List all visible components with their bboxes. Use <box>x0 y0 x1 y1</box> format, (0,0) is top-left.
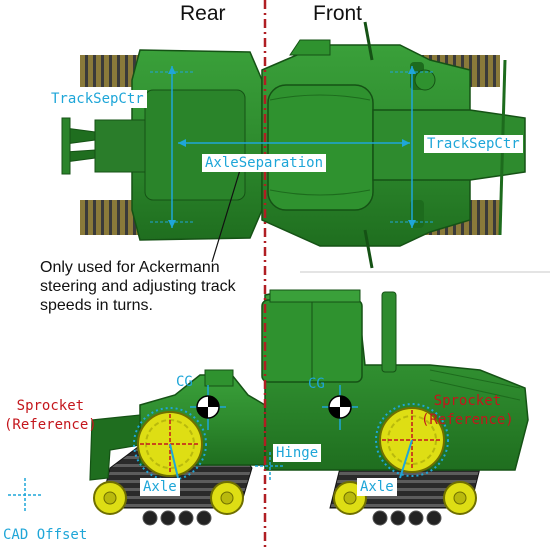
axle-front-label: Axle <box>357 478 397 496</box>
sprocket-front-label-line1: Sprocket <box>433 393 502 409</box>
sprocket-rear-label-line1: Sprocket <box>16 398 85 414</box>
hinge-label: Hinge <box>273 444 321 462</box>
rear-hitch <box>95 120 145 172</box>
sprocket-rear-label-line2: (Reference) <box>4 417 97 433</box>
bogie-wheels-front <box>373 511 441 525</box>
front-heading: Front <box>313 2 363 25</box>
exhaust-stack <box>382 292 396 372</box>
cg-front-label: CG <box>308 376 325 392</box>
bogie-wheels-rear <box>143 511 211 525</box>
axle-separation-label: AxleSeparation <box>202 154 326 172</box>
cab-roof <box>268 85 373 210</box>
track-sep-ctr-left-label: TrackSepCtr <box>48 90 147 108</box>
sprocket-front-label <box>421 393 514 428</box>
cg-rear-label: CG <box>176 374 193 390</box>
axle-rear-label: Axle <box>140 478 180 496</box>
cad-offset-label: CAD Offset <box>3 527 88 543</box>
rear-heading: Rear <box>180 2 226 25</box>
sprocket-front-label-line2: (Reference) <box>421 412 514 428</box>
sprocket-rear-label <box>4 398 97 433</box>
cad-offset-crosshair-icon <box>8 478 42 512</box>
track-sep-ctr-right-label: TrackSepCtr <box>424 135 523 153</box>
ackermann-note: Only used for Ackermann steering and adjusting track speeds in turns. <box>40 259 236 314</box>
